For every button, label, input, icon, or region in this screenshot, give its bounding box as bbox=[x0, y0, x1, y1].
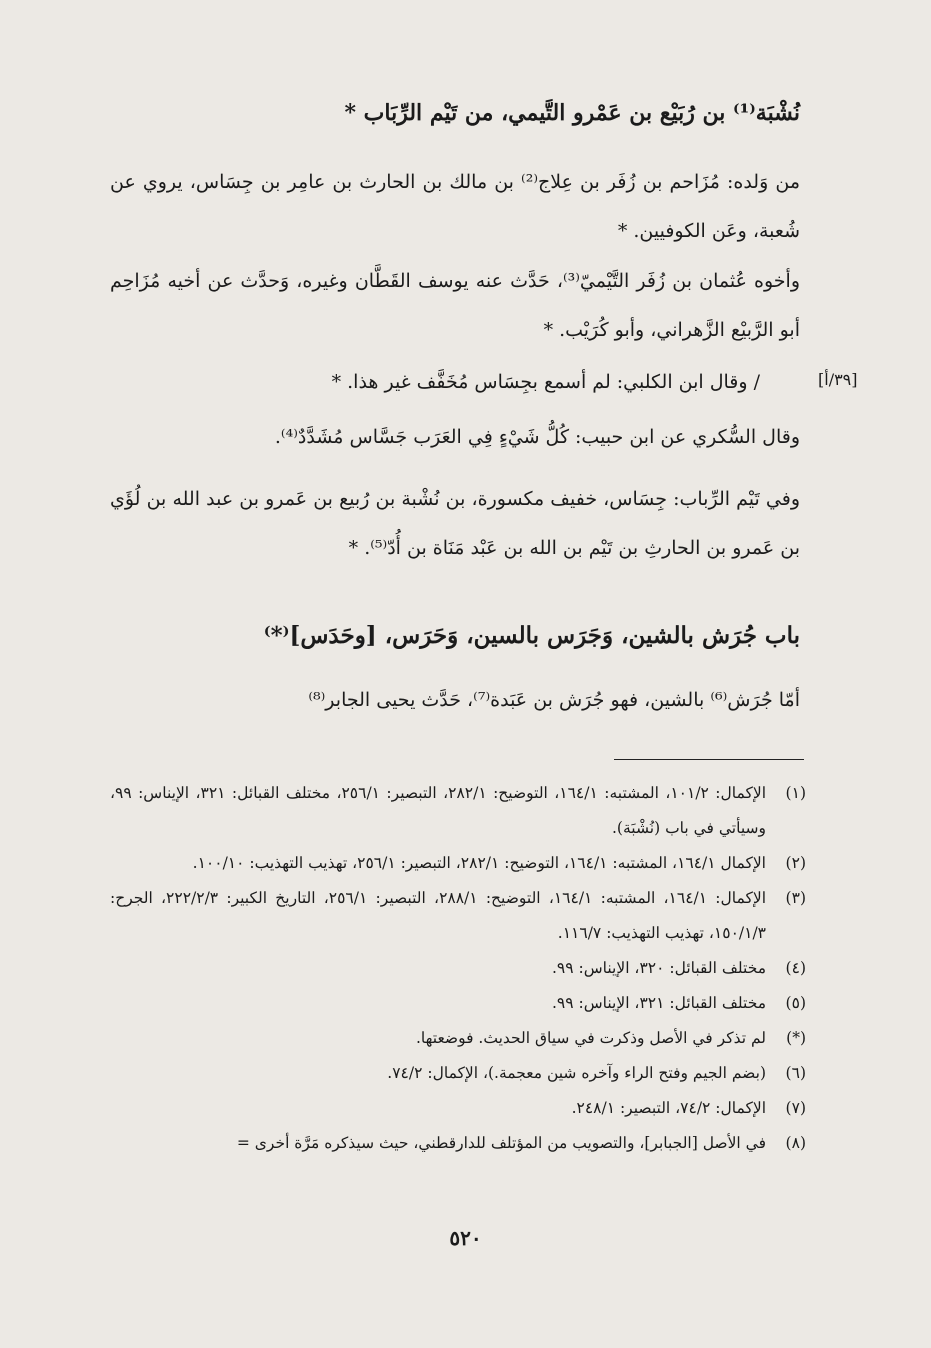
footnote bbox=[110, 846, 806, 881]
footnote bbox=[110, 776, 806, 846]
footnote-text: لم تذكر في الأصل وذكرت في سياق الحديث. فوضعتها. bbox=[415, 1029, 766, 1047]
footnote-text: مختلف القبائل: ٣٢١، الإيناس: ٩٩. bbox=[551, 994, 766, 1012]
footnote-text: الإكمال ١٦٤/١، المشتبه: ١٦٤/١، التوضيح: ٢٨٢/١، التبصير: ٢٥٦/١، تهذيب التهذيب: ١٠٠/١٠. bbox=[192, 854, 766, 872]
footnote-text: الإكمال: ١٠١/٢، المشتبه: ١٦٤/١، التوضيح: ٢٨٢/١، التبصير: ٢٥٦/١، مختلف القبائل: ٣٢١، الإيناس: ٩٩، وسيأتي في باب (نُشْبَة). bbox=[110, 784, 767, 837]
footnote bbox=[110, 951, 806, 986]
footnote bbox=[110, 1126, 806, 1161]
footnote bbox=[110, 986, 806, 1021]
footnote-number: (٥) bbox=[785, 994, 806, 1012]
footnote-text: مختلف القبائل: ٣٢٠، الإيناس: ٩٩. bbox=[551, 959, 766, 977]
chapter-heading: باب جُرَش بالشين، وَجَرَس بالسين، وَحَرَس، [وحَدَس]⁽*⁾ bbox=[263, 622, 800, 649]
entry-heading: نُشْبَة⁽¹⁾ بن رُبَيْع بن عَمْرو التَّيمي، من تَيْم الرِّبَاب * bbox=[344, 100, 800, 126]
footnote-number: (١) bbox=[785, 784, 806, 802]
paragraph-jurash: أمّا جُرَش⁽⁶⁾ بالشين، فهو جُرَش بن عَبَدة⁽⁷⁾، حَدَّث يحيى الجابر⁽⁸⁾ bbox=[308, 689, 800, 711]
paragraph-sukkari: وقال السُّكري عن ابن حبيب: كُلُّ شَيْءٍ فِي العَرَب جَسَّاس مُشَدَّدٌ⁽⁴⁾. bbox=[274, 426, 800, 448]
footnote-separator bbox=[614, 759, 804, 760]
footnote-text: الإكمال: ٧٤/٢، التبصير: ٢٤٨/١. bbox=[571, 1099, 766, 1117]
paragraph-ibn-kalbi: / وقال ابن الكلبي: لم أسمع بجِسَاس مُخَفَّف غير هذا. * bbox=[331, 371, 760, 393]
footnote-number: (٤) bbox=[785, 959, 806, 977]
footnote bbox=[110, 881, 806, 951]
footnote-number: (٨) bbox=[785, 1134, 806, 1152]
page-number: ٥٢٠ bbox=[449, 1226, 482, 1250]
footnote-number: (*) bbox=[786, 1029, 806, 1047]
footnote-text: الإكمال: ١٦٤/١، المشتبه: ١٦٤/١، التوضيح: ٢٨٨/١، التبصير: ٢٥٦/١، التاريخ الكبير: ٢٢٢/٢/٣، الجرح: ١٥٠/١/٣، تهذيب التهذيب: ١١٦/٧. bbox=[110, 889, 767, 942]
footnote-number: (٣) bbox=[785, 889, 806, 907]
footnote-text: (بضم الجيم وفتح الراء وآخره شين معجمة.)، الإكمال: ٧٤/٢. bbox=[387, 1064, 766, 1082]
manuscript-folio-marker: [٣٩/أ] bbox=[818, 370, 858, 389]
paragraph-descendants: من وَلده: مُزَاحم بن زُفَر بن عِلاج⁽²⁾ بن مالك بن الحارث بن عامِر بن جِسَاس، يروي عن شُعبة، وعَن الكوفيين. * bbox=[110, 171, 801, 242]
footnote-number: (٢) bbox=[785, 854, 806, 872]
footnote bbox=[110, 1021, 806, 1056]
paragraph-brother: وأخوه عُثمان بن زُفَر التَّيْميّ⁽³⁾، حَدَّث عنه يوسف القَطَّان وغيره، وَحدَّث عن أخيه مُزَاحِم أبو الرَّبيْع الزَّهراني، وأبو كُرَيْب. * bbox=[110, 270, 800, 341]
footnote-number: (٦) bbox=[785, 1064, 806, 1082]
footnote-text: في الأصل [الجبابر]، والتصويب من المؤتلف للدارقطني، حيث سيذكره مَرَّة أخرى = bbox=[236, 1134, 766, 1152]
footnotes bbox=[110, 776, 806, 1161]
paragraph-taym-rabab: وفي تَيْم الرِّباب: جِسَاس، خفيف مكسورة، بن نُشْبة بن رُبيع بن عَمرو بن عبد الله بن لُؤَي بن عَمرو بن الحارثِ بن تَيْم بن الله بن عَبْد مَنَاة بن أُدّ⁽⁵⁾. * bbox=[110, 488, 800, 559]
footnote-number: (٧) bbox=[785, 1099, 806, 1117]
footnote bbox=[110, 1056, 806, 1091]
footnote bbox=[110, 1091, 806, 1126]
